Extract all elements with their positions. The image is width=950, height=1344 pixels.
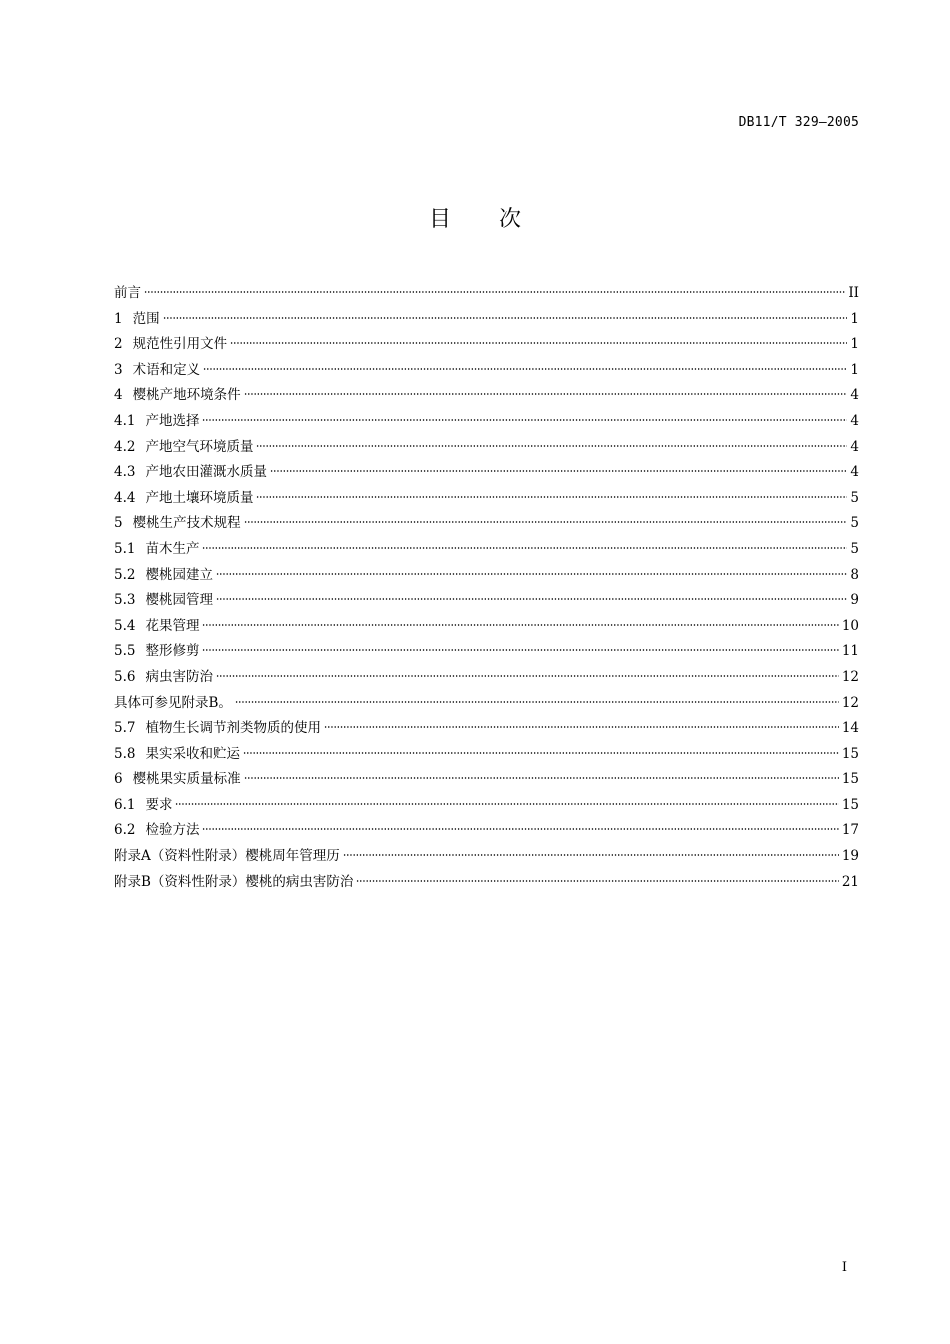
toc-entry-label: 检验方法 bbox=[145, 822, 200, 839]
toc-entry[interactable] bbox=[114, 281, 859, 307]
toc-entry-number: 4.4 bbox=[114, 489, 136, 506]
toc-title bbox=[0, 202, 950, 233]
toc-entry[interactable] bbox=[114, 537, 859, 563]
toc-leader-dots bbox=[244, 776, 839, 780]
toc-entry-page: 4 bbox=[850, 438, 859, 455]
toc-entry-page: 9 bbox=[850, 592, 859, 609]
toc-entry[interactable] bbox=[114, 844, 859, 870]
toc-entry-page: 14 bbox=[841, 720, 859, 737]
toc-entry[interactable] bbox=[114, 639, 859, 665]
toc-entry[interactable] bbox=[114, 665, 859, 691]
toc-leader-dots bbox=[202, 648, 838, 652]
toc-entry[interactable] bbox=[114, 332, 859, 358]
toc-entry-page: 19 bbox=[841, 848, 859, 865]
toc-entry-page: 5 bbox=[850, 515, 859, 532]
toc-entry-label: 产地选择 bbox=[145, 412, 200, 429]
toc-leader-dots bbox=[324, 725, 839, 729]
toc-entry-number: 4.2 bbox=[114, 438, 136, 455]
toc-entry-label: 产地土壤环境质量 bbox=[145, 489, 254, 506]
toc-leader-dots bbox=[343, 853, 839, 857]
toc-leader-dots bbox=[230, 341, 847, 345]
toc-entry-number: 4.1 bbox=[114, 412, 136, 429]
toc-entry-page: 15 bbox=[841, 796, 859, 813]
toc-entry-page: 8 bbox=[850, 566, 859, 583]
toc-entry[interactable] bbox=[114, 614, 859, 640]
toc-leader-dots bbox=[216, 597, 847, 601]
toc-entry-page: 12 bbox=[841, 694, 859, 711]
toc-entry-page: 1 bbox=[850, 336, 859, 353]
toc-leader-dots bbox=[216, 572, 847, 576]
toc-entry-label: 植物生长调节剂类物质的使用 bbox=[145, 720, 321, 737]
toc-leader-dots bbox=[270, 469, 847, 473]
toc-entry[interactable] bbox=[114, 460, 859, 486]
toc-entry[interactable] bbox=[114, 435, 859, 461]
toc-leader-dots bbox=[244, 520, 848, 524]
toc-leader-dots bbox=[202, 546, 847, 550]
toc-entry[interactable] bbox=[114, 716, 859, 742]
toc-leader-dots bbox=[235, 700, 839, 704]
toc-leader-dots bbox=[203, 367, 847, 371]
toc-entry-number: 5.2 bbox=[114, 566, 136, 583]
toc-entry-number: 5.8 bbox=[114, 745, 136, 762]
toc-entry[interactable] bbox=[114, 870, 859, 896]
toc-entry-label: 附录B（资料性附录）樱桃的病虫害防治 bbox=[114, 873, 354, 890]
toc-leader-dots bbox=[163, 316, 848, 320]
toc-entry-page: 4 bbox=[850, 387, 859, 404]
toc-entry-page: 15 bbox=[841, 745, 859, 762]
toc-entry-label: 果实采收和贮运 bbox=[145, 745, 240, 762]
toc-entry-page: 12 bbox=[841, 668, 859, 685]
page-number: I bbox=[841, 1260, 847, 1275]
toc-entry[interactable] bbox=[114, 307, 859, 333]
toc-entry-label: 花果管理 bbox=[145, 617, 200, 634]
toc-entry[interactable] bbox=[114, 409, 859, 435]
toc-entry-number: 5.3 bbox=[114, 592, 136, 609]
toc-entry-number: 4 bbox=[114, 387, 123, 404]
toc-entry-label: 樱桃果实质量标准 bbox=[132, 771, 241, 788]
toc-entry-number: 5.5 bbox=[114, 643, 136, 660]
toc-entry-number: 1 bbox=[114, 310, 123, 327]
toc-entry-number: 5 bbox=[114, 515, 123, 532]
toc-entry[interactable] bbox=[114, 358, 859, 384]
toc-entry-number: 6 bbox=[114, 771, 123, 788]
toc-entry[interactable] bbox=[114, 742, 859, 768]
toc-entry-number: 5.1 bbox=[114, 540, 136, 557]
toc-entry-page: 1 bbox=[850, 310, 859, 327]
toc-leader-dots bbox=[244, 392, 848, 396]
toc-leader-dots bbox=[356, 879, 838, 883]
toc-list bbox=[114, 281, 859, 895]
toc-leader-dots bbox=[216, 674, 839, 678]
toc-entry-page: 1 bbox=[850, 361, 859, 378]
toc-leader-dots bbox=[256, 444, 847, 448]
toc-entry[interactable] bbox=[114, 767, 859, 793]
toc-entry-page: 10 bbox=[841, 617, 859, 634]
toc-entry-label: 附录A（资料性附录）樱桃周年管理历 bbox=[114, 848, 340, 865]
toc-leader-dots bbox=[256, 495, 847, 499]
toc-entry-number: 6.1 bbox=[114, 796, 136, 813]
toc-entry-label: 产地农田灌溉水质量 bbox=[145, 464, 267, 481]
toc-entry[interactable] bbox=[114, 563, 859, 589]
toc-entry-page: 4 bbox=[850, 464, 859, 481]
toc-entry-label: 樱桃产地环境条件 bbox=[132, 387, 241, 404]
toc-entry[interactable] bbox=[114, 588, 859, 614]
toc-entry-label: 范围 bbox=[132, 310, 160, 327]
toc-entry-number: 3 bbox=[114, 361, 123, 378]
toc-leader-dots bbox=[144, 290, 845, 294]
toc-entry-page: 5 bbox=[850, 489, 859, 506]
toc-entry-label: 术语和定义 bbox=[132, 361, 201, 378]
toc-entry-label: 苗木生产 bbox=[145, 540, 200, 557]
toc-entry-label: 樱桃生产技术规程 bbox=[132, 515, 241, 532]
toc-entry-number: 5.4 bbox=[114, 617, 136, 634]
toc-entry-number: 5.7 bbox=[114, 720, 136, 737]
toc-leader-dots bbox=[202, 623, 838, 627]
toc-entry-number: 6.2 bbox=[114, 822, 136, 839]
toc-entry-page: 15 bbox=[841, 771, 859, 788]
toc-title-char-1: 目 bbox=[428, 207, 451, 232]
toc-entry-label: 产地空气环境质量 bbox=[145, 438, 254, 455]
toc-entry-page: 17 bbox=[841, 822, 859, 839]
toc-entry[interactable] bbox=[114, 691, 859, 717]
document-code: DB11/T 329—2005 bbox=[738, 115, 859, 130]
toc-entry-page: 4 bbox=[850, 412, 859, 429]
toc-entry[interactable] bbox=[114, 793, 859, 819]
toc-entry-label: 樱桃园建立 bbox=[145, 566, 213, 583]
toc-entry-label: 樱桃园管理 bbox=[145, 592, 213, 609]
toc-entry[interactable] bbox=[114, 383, 859, 409]
toc-entry-page: 11 bbox=[841, 643, 859, 660]
toc-entry-label: 整形修剪 bbox=[145, 643, 200, 660]
toc-entry-number: 5.6 bbox=[114, 668, 136, 685]
toc-entry-page: 21 bbox=[841, 873, 859, 890]
toc-leader-dots bbox=[243, 751, 839, 755]
toc-entry[interactable] bbox=[114, 486, 859, 512]
toc-leader-dots bbox=[175, 802, 838, 806]
toc-entry-number: 4.3 bbox=[114, 464, 136, 481]
toc-entry[interactable] bbox=[114, 511, 859, 537]
toc-entry-label: 具体可参见附录B。 bbox=[114, 694, 232, 711]
toc-leader-dots bbox=[202, 827, 838, 831]
toc-title-char-2: 次 bbox=[499, 207, 522, 232]
toc-entry-label: 病虫害防治 bbox=[145, 668, 213, 685]
toc-entry-page: II bbox=[848, 285, 859, 301]
toc-entry-label: 规范性引用文件 bbox=[132, 336, 228, 353]
toc-entry[interactable] bbox=[114, 818, 859, 844]
toc-entry-label: 前言 bbox=[114, 285, 141, 301]
toc-leader-dots bbox=[202, 418, 847, 422]
toc-entry-number: 2 bbox=[114, 336, 123, 353]
toc-entry-page: 5 bbox=[850, 540, 859, 557]
toc-entry-label: 要求 bbox=[145, 796, 173, 813]
